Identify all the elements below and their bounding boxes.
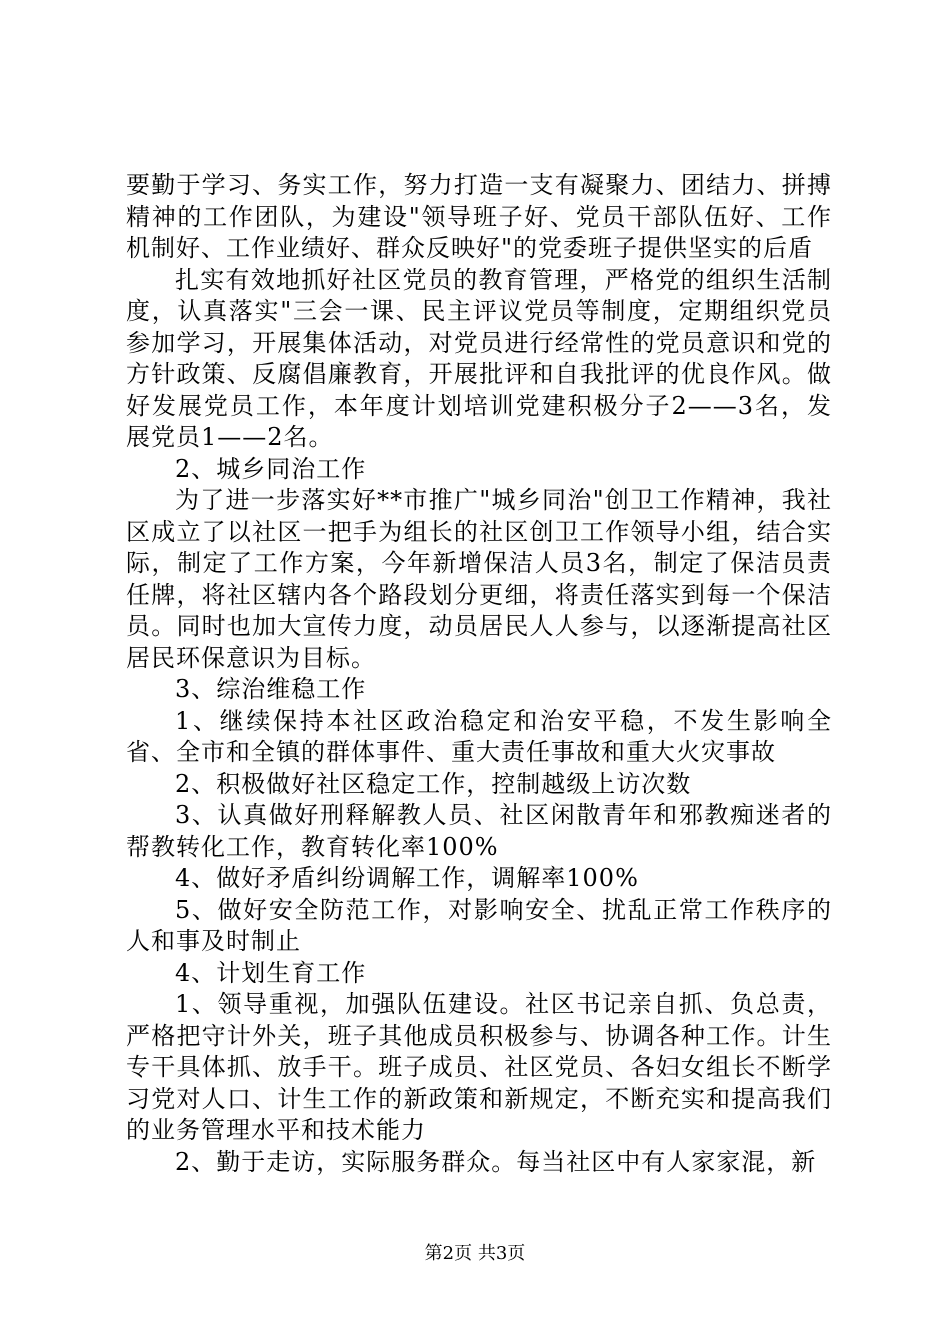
paragraph-3: 为了进一步落实好**市推广"城乡同治"创卫工作精神，我社区成立了以社区一把手为组长的社区创卫工作领导小组，结合实际，制定了工作方案，今年新增保洁人员3名，制定了保洁员责任牌，将社区辖内各个路段划分更细，将责任落实到每一个保洁员。同时也加大宣传力度，动员居民人人参与，以逐渐提高社区居民环保意识为目标。 <box>126 486 832 672</box>
section-heading-3: 3、综治维稳工作 <box>175 675 367 703</box>
document-body <box>126 170 832 1178</box>
section-heading-2: 2、城乡同治工作 <box>175 454 367 483</box>
list-item-3-5: 5、做好安全防范工作，对影响安全、扰乱正常工作秩序的人和事及时制止 <box>126 895 832 955</box>
paragraph-1: 要勤于学习、务实工作，努力打造一支有凝聚力、团结力、拼搏精神的工作团队，为建设"领导班子好、党员干部队伍好、工作机制好、工作业绩好、群众反映好"的党委班子提供坚实的后盾 <box>126 171 832 262</box>
list-item-3-3: 3、认真做好刑释解教人员、社区闲散青年和邪教痴迷者的帮教转化工作，教育转化率100% <box>126 801 832 861</box>
list-item-3-1: 1、继续保持本社区政治稳定和治安平稳，不发生影响全省、全市和全镇的群体事件、重大责任事故和重大火灾事故 <box>126 706 832 766</box>
section-heading-4: 4、计划生育工作 <box>175 958 367 987</box>
list-item-3-2: 2、积极做好社区稳定工作，控制越级上访次数 <box>175 769 692 798</box>
paragraph-2: 扎实有效地抓好社区党员的教育管理，严格党的组织生活制度，认真落实"三会一课、民主评议党员等制度，定期组织党员参加学习，开展集体活动，对党员进行经常性的党员意识和党的方针政策、反腐倡廉教育，开展批评和自我批评的优良作风。做好发展党员工作，本年度计划培训党建积极分子2——3名，发展党员1——2名。 <box>126 265 832 451</box>
list-item-3-4: 4、做好矛盾纠纷调解工作，调解率100% <box>175 864 639 892</box>
list-item-4-1: 1、领导重视，加强队伍建设。社区书记亲自抓、负总责，严格把守计外关，班子其他成员积极参与、协调各种工作。计生专干具体抓、放手干。班子成员、社区党员、各妇女组长不断学习党对人口、计生工作的新政策和新规定，不断充实和提高我们的业务管理水平和技术能力 <box>126 990 832 1144</box>
list-item-4-2: 2、勤于走访，实际服务群众。每当社区中有人家家混，新 <box>175 1147 817 1176</box>
page-number-footer: 第2页 共3页 <box>424 1243 526 1264</box>
